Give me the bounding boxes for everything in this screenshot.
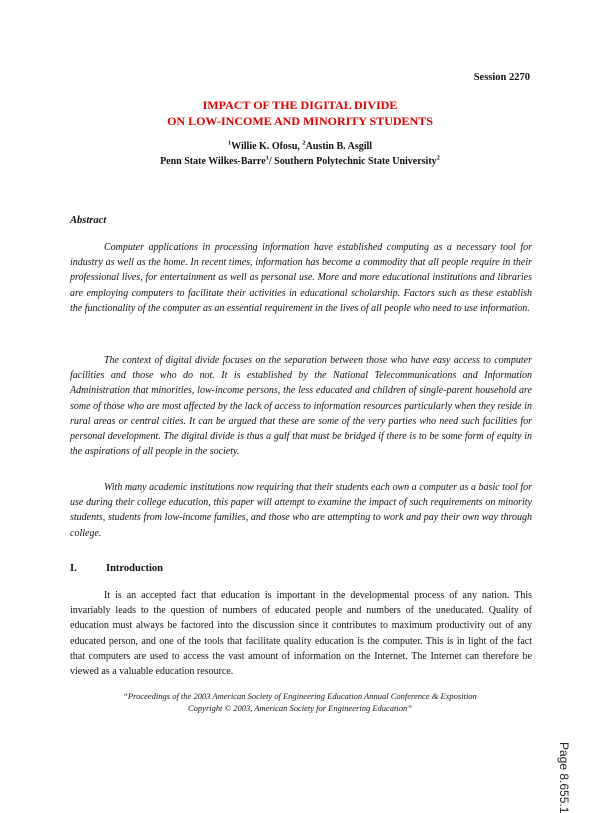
section-heading xyxy=(70,563,163,574)
author-1-name: Willie K. Ofosu, xyxy=(231,141,303,152)
title-line-2: ON LOW-INCOME AND MINORITY STUDENTS xyxy=(167,114,433,128)
abstract-paragraph-1: Computer applications in processing information have established computing as a necessary tool for industry as well as the home. In recent times, information has become a commodity that all people require in their professional lives, for entertainment as well as personal use. More and more educational institutions and libraries are employing computers to facilitate their activities in educational scholarship. Factors such as these establish the functionality of the computer as an essential requirement in the lives of all people who need to use information. xyxy=(70,242,532,314)
page-footer xyxy=(0,690,600,714)
intro-paragraph-1: It is an accepted fact that education is important in the developmental process of any nation. This invariably leads to the question of numbers of educated people and numbers of the uneducated. Quality of education must always be factored into the discussion since it contributes to maximum productivity out of any educated person, and one of the tools that facilitate quality education is the computer. This is in light of the fact that computers are used to access the vast amount of information on the Internet. The Internet can therefore be viewed as a valuable education resource. xyxy=(70,590,532,678)
session-label: Session 2270 xyxy=(473,72,530,83)
page-number-stamp: Page 8.655.1 xyxy=(557,742,571,813)
author-block xyxy=(0,139,600,169)
section-title: Introduction xyxy=(106,563,163,574)
footer-line-1: “Proceedings of the 2003 American Society of Engineering Education Annual Conference & Exposition xyxy=(123,691,477,701)
affiliation-2: / Southern Polytechnic State University xyxy=(268,156,437,167)
affiliation-2-superscript: 2 xyxy=(436,154,440,162)
affiliation-1: Penn State Wilkes-Barre xyxy=(160,156,266,167)
author-2-name: Austin B. Asgill xyxy=(305,141,373,152)
author-affiliations xyxy=(0,154,600,169)
footer-line-2: Copyright © 2003, American Society for Engineering Education” xyxy=(188,703,412,713)
author-names xyxy=(0,139,600,154)
abstract-paragraph-2: The context of digital divide focuses on the separation between those who have easy access to computer facilities and those who do not. It is established by the National Telecommunications and Information Administration that minorities, low-income persons, the less educated and children of single-parent household are some of those who are most affected by the lack of access to information resources particularly when they reside in rural areas or central cities. It can be argued that these are some of the very parties who need such facilities for personal development. The digital divide is thus a gulf that must be bridged if there is to be some form of equity in the aspirations of all people in the society. xyxy=(70,355,532,458)
author-2-superscript: 2 xyxy=(302,139,306,147)
abstract-paragraph-3: With many academic institutions now requiring that their students each own a computer as a basic tool for use during their college education, this paper will attempt to examine the impact of such requirements on minority students, students from low-income families, and those who are attempting to work and pay their own way through college. xyxy=(70,482,532,539)
section-number: I. xyxy=(70,563,77,574)
paper-title xyxy=(0,97,600,129)
affiliation-1-superscript: 1 xyxy=(265,154,269,162)
abstract-heading: Abstract xyxy=(70,215,107,226)
author-1-superscript: 1 xyxy=(227,139,232,147)
title-line-1: IMPACT OF THE DIGITAL DIVIDE xyxy=(202,98,398,112)
